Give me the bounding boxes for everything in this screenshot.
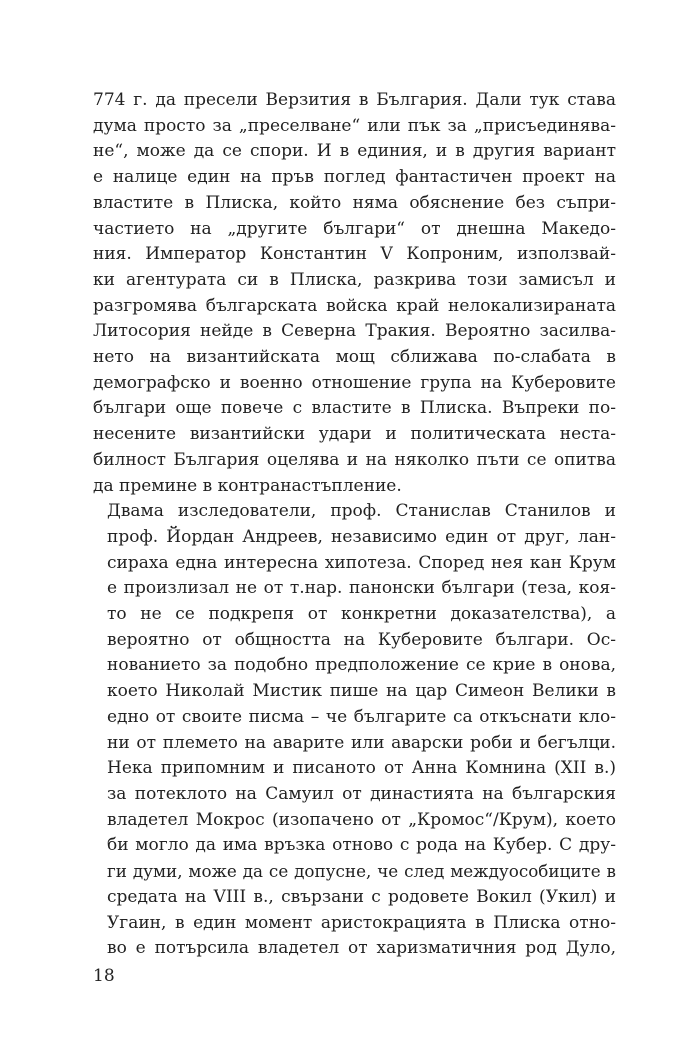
paragraph-2	[93, 499, 616, 962]
body-text	[93, 88, 616, 962]
text-line: българи още повече с властите в Плиска. Въпреки по-	[93, 398, 616, 419]
text-line: ни от племето на аварите или аварски роби и бегълци.	[107, 732, 616, 753]
text-line: во е потърсила владетел от харизматичния род Дуло,	[107, 938, 616, 959]
text-line: сираха една интересна хипотеза. Според нея кан Крум	[107, 552, 616, 573]
text-line: 774 г. да пресели Верзития в България. Дали тук става	[93, 90, 616, 110]
text-line: би могло да има връзка отново с рода на Кубер. С дру-	[107, 835, 616, 856]
text-line: ния. Император Константин V Копроним, използвай-	[93, 244, 616, 265]
text-line: билност България оцелява и на няколко пъти се опитва	[93, 449, 616, 470]
text-line: Литосория нейде в Северна Тракия. Вероятно засилва-	[93, 321, 616, 342]
text-line: дума просто за „преселване“ или пък за „присъединява-	[93, 115, 616, 136]
text-line: ки агентурата си в Плиска, разкрива този замисъл и	[93, 269, 616, 290]
text-line: Угаин, в един момент аристокрацията в Плиска отно-	[107, 912, 616, 933]
text-line: не“, може да се спори. И в единия, и в другия вариант	[93, 141, 616, 162]
text-line: демографско и военно отношение група на Куберовите	[93, 372, 616, 393]
text-line: несените византийски удари и политическата неста-	[93, 424, 616, 445]
paragraph-1	[93, 88, 616, 499]
text-line: ги думи, може да се допусне, че след междуособиците в	[107, 861, 616, 882]
text-line: разгромява българската войска край нелокализираната	[93, 295, 616, 316]
text-line: средата на VIII в., свързани с родовете Вокил (Укил) и	[107, 886, 616, 907]
text-line: властите в Плиска, който няма обяснение без съпри-	[93, 192, 616, 213]
page-number: 18	[93, 966, 115, 986]
text-line: което Николай Мистик пише на цар Симеон Велики в	[107, 681, 616, 702]
text-line: е налице един на пръв поглед фантастичен проект на	[93, 167, 616, 188]
text-line: владетел Мокрос (изопачено от „Кромос“/Крум), което	[107, 809, 616, 830]
text-line: е произлизал не от т.нар. панонски българи (теза, коя-	[107, 578, 616, 599]
text-line: частието на „другите българи“ от днешна Македо-	[93, 218, 616, 239]
text-line: Двама изследователи, проф. Станислав Станилов и	[107, 501, 616, 522]
text-line: то не се подкрепя от конкретни доказателства), а	[107, 604, 616, 625]
text-line: за потеклото на Самуил от династията на българския	[107, 783, 616, 804]
text-line: Нека припомним и писаното от Анна Комнина (XII в.)	[107, 758, 616, 779]
text-line: едно от своите писма – че българите са откъснати кло-	[107, 706, 616, 727]
text-line: нованието за подобно предположение се крие в онова,	[107, 655, 616, 676]
text-line: нето на византийската мощ сближава по-слабата в	[93, 347, 616, 368]
text-line: да премине в контранастъпление.	[93, 475, 402, 496]
text-line: проф. Йордан Андреев, независимо един от друг, лан-	[107, 526, 616, 547]
text-line: вероятно от общността на Куберовите българи. Ос-	[107, 629, 616, 650]
